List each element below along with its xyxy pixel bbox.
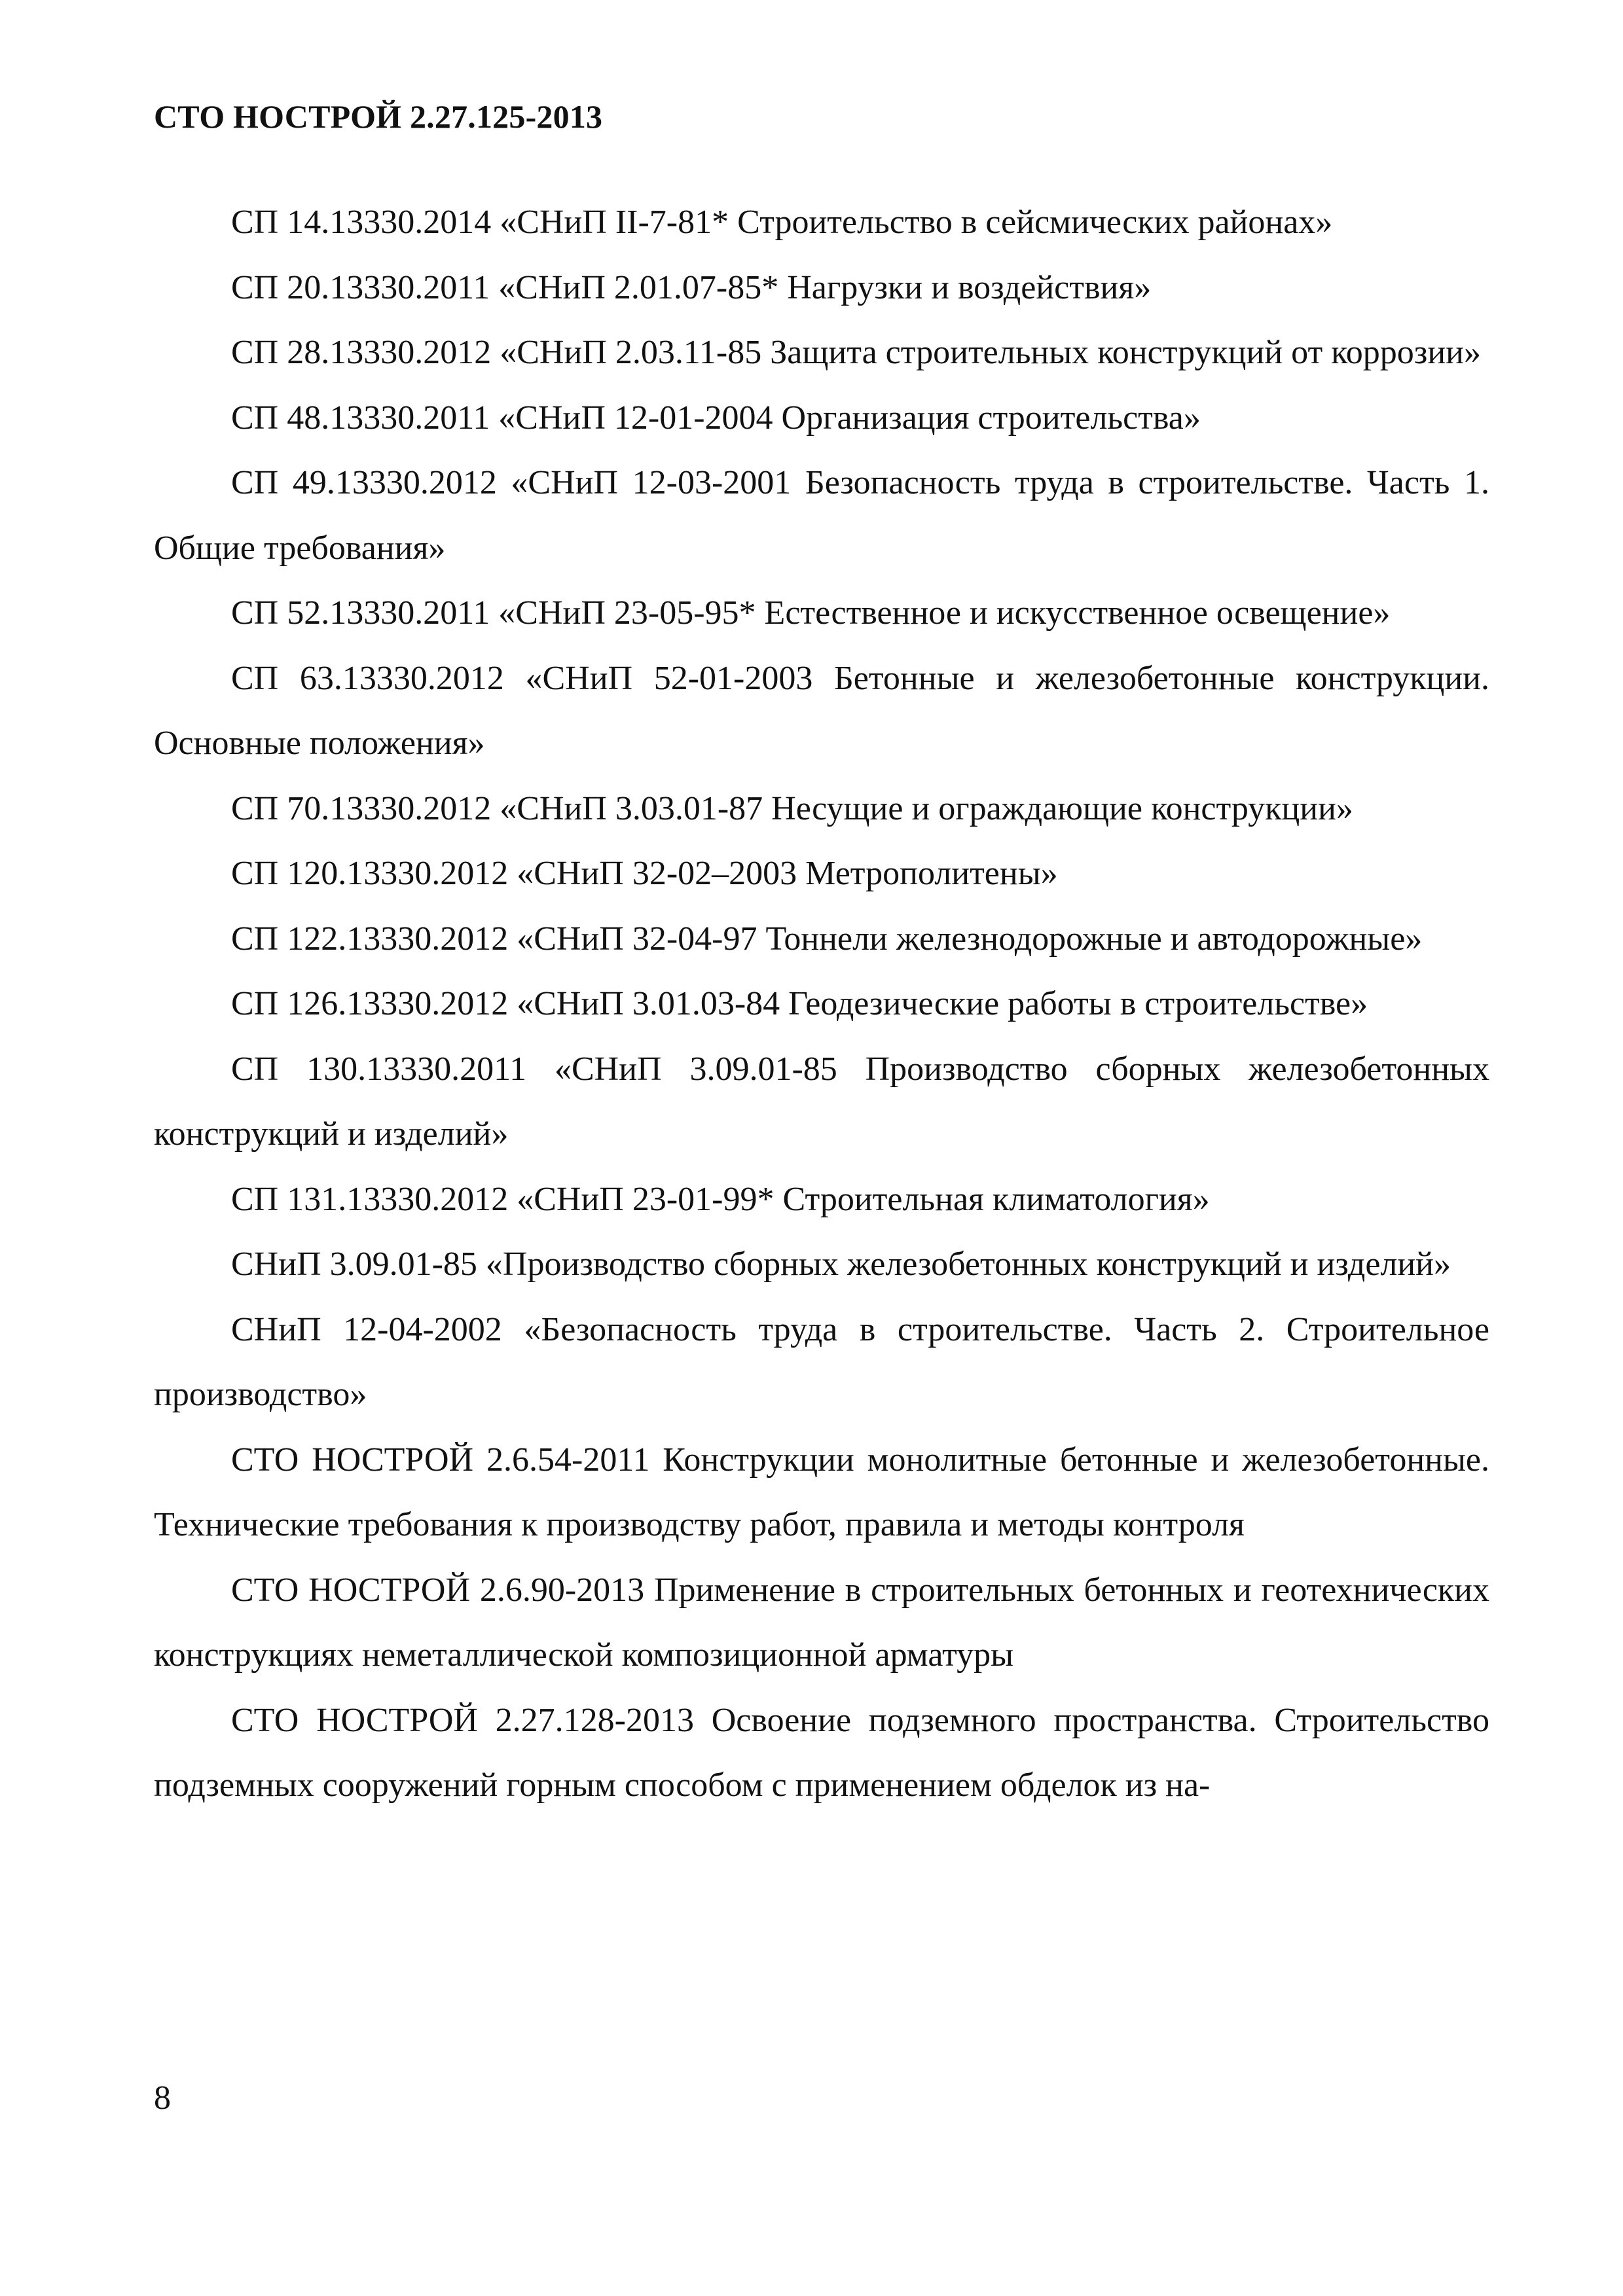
reference-item: СП 49.13330.2012 «СНиП 12-03-2001 Безопасность труда в строительстве. Часть 1. Общие требования» bbox=[154, 464, 1489, 567]
reference-item: СП 120.13330.2012 «СНиП 32-02–2003 Метрополитены» bbox=[231, 855, 1058, 892]
reference-item: СТО НОСТРОЙ 2.27.128-2013 Освоение подземного пространства. Строительство подземных сооружений горным способом с применением обделок из на- bbox=[154, 1701, 1489, 1804]
reference-item: СНиП 3.09.01-85 «Производство сборных железобетонных конструкций и изделий» bbox=[231, 1246, 1451, 1283]
references-list bbox=[154, 190, 1489, 1818]
reference-item: СП 126.13330.2012 «СНиП 3.01.03-84 Геодезические работы в строительстве» bbox=[231, 985, 1368, 1022]
reference-item: СТО НОСТРОЙ 2.6.90-2013 Применение в строительных бетонных и геотехнических конструкциях неметаллической композиционной арматуры bbox=[154, 1571, 1489, 1674]
reference-item: СП 14.13330.2014 «СНиП II-7-81* Строительство в сейсмических районах» bbox=[231, 204, 1333, 241]
reference-item: СП 52.13330.2011 «СНиП 23-05-95* Естественное и искусственное освещение» bbox=[231, 594, 1391, 632]
page-number: 8 bbox=[154, 2079, 171, 2117]
reference-item: СНиП 12-04-2002 «Безопасность труда в строительстве. Часть 2. Строительное производство» bbox=[154, 1310, 1489, 1413]
reference-item: СП 130.13330.2011 «СНиП 3.09.01-85 Производство сборных железобетонных конструкций и изделий» bbox=[154, 1050, 1489, 1153]
reference-item: СП 20.13330.2011 «СНиП 2.01.07-85* Нагрузки и воздействия» bbox=[231, 268, 1152, 306]
reference-item: СТО НОСТРОЙ 2.6.54-2011 Конструкции монолитные бетонные и железобетонные. Технические требования к производству работ, правила и методы контроля bbox=[154, 1441, 1489, 1543]
reference-item: СП 122.13330.2012 «СНиП 32-04-97 Тоннели железнодорожные и автодорожные» bbox=[231, 920, 1423, 958]
reference-item: СП 70.13330.2012 «СНиП 3.03.01-87 Несущие и ограждающие конструкции» bbox=[231, 789, 1353, 827]
reference-item: СП 28.13330.2012 «СНиП 2.03.11-85 Защита строительных конструкций от коррозии» bbox=[231, 334, 1481, 371]
document-header: СТО НОСТРОЙ 2.27.125-2013 bbox=[154, 98, 603, 135]
reference-item: СП 131.13330.2012 «СНиП 23-01-99* Строительная климатология» bbox=[231, 1180, 1210, 1218]
reference-item: СП 48.13330.2011 «СНиП 12-01-2004 Организация строительства» bbox=[231, 399, 1201, 437]
reference-item: СП 63.13330.2012 «СНиП 52-01-2003 Бетонные и железобетонные конструкции. Основные положения» bbox=[154, 659, 1489, 762]
